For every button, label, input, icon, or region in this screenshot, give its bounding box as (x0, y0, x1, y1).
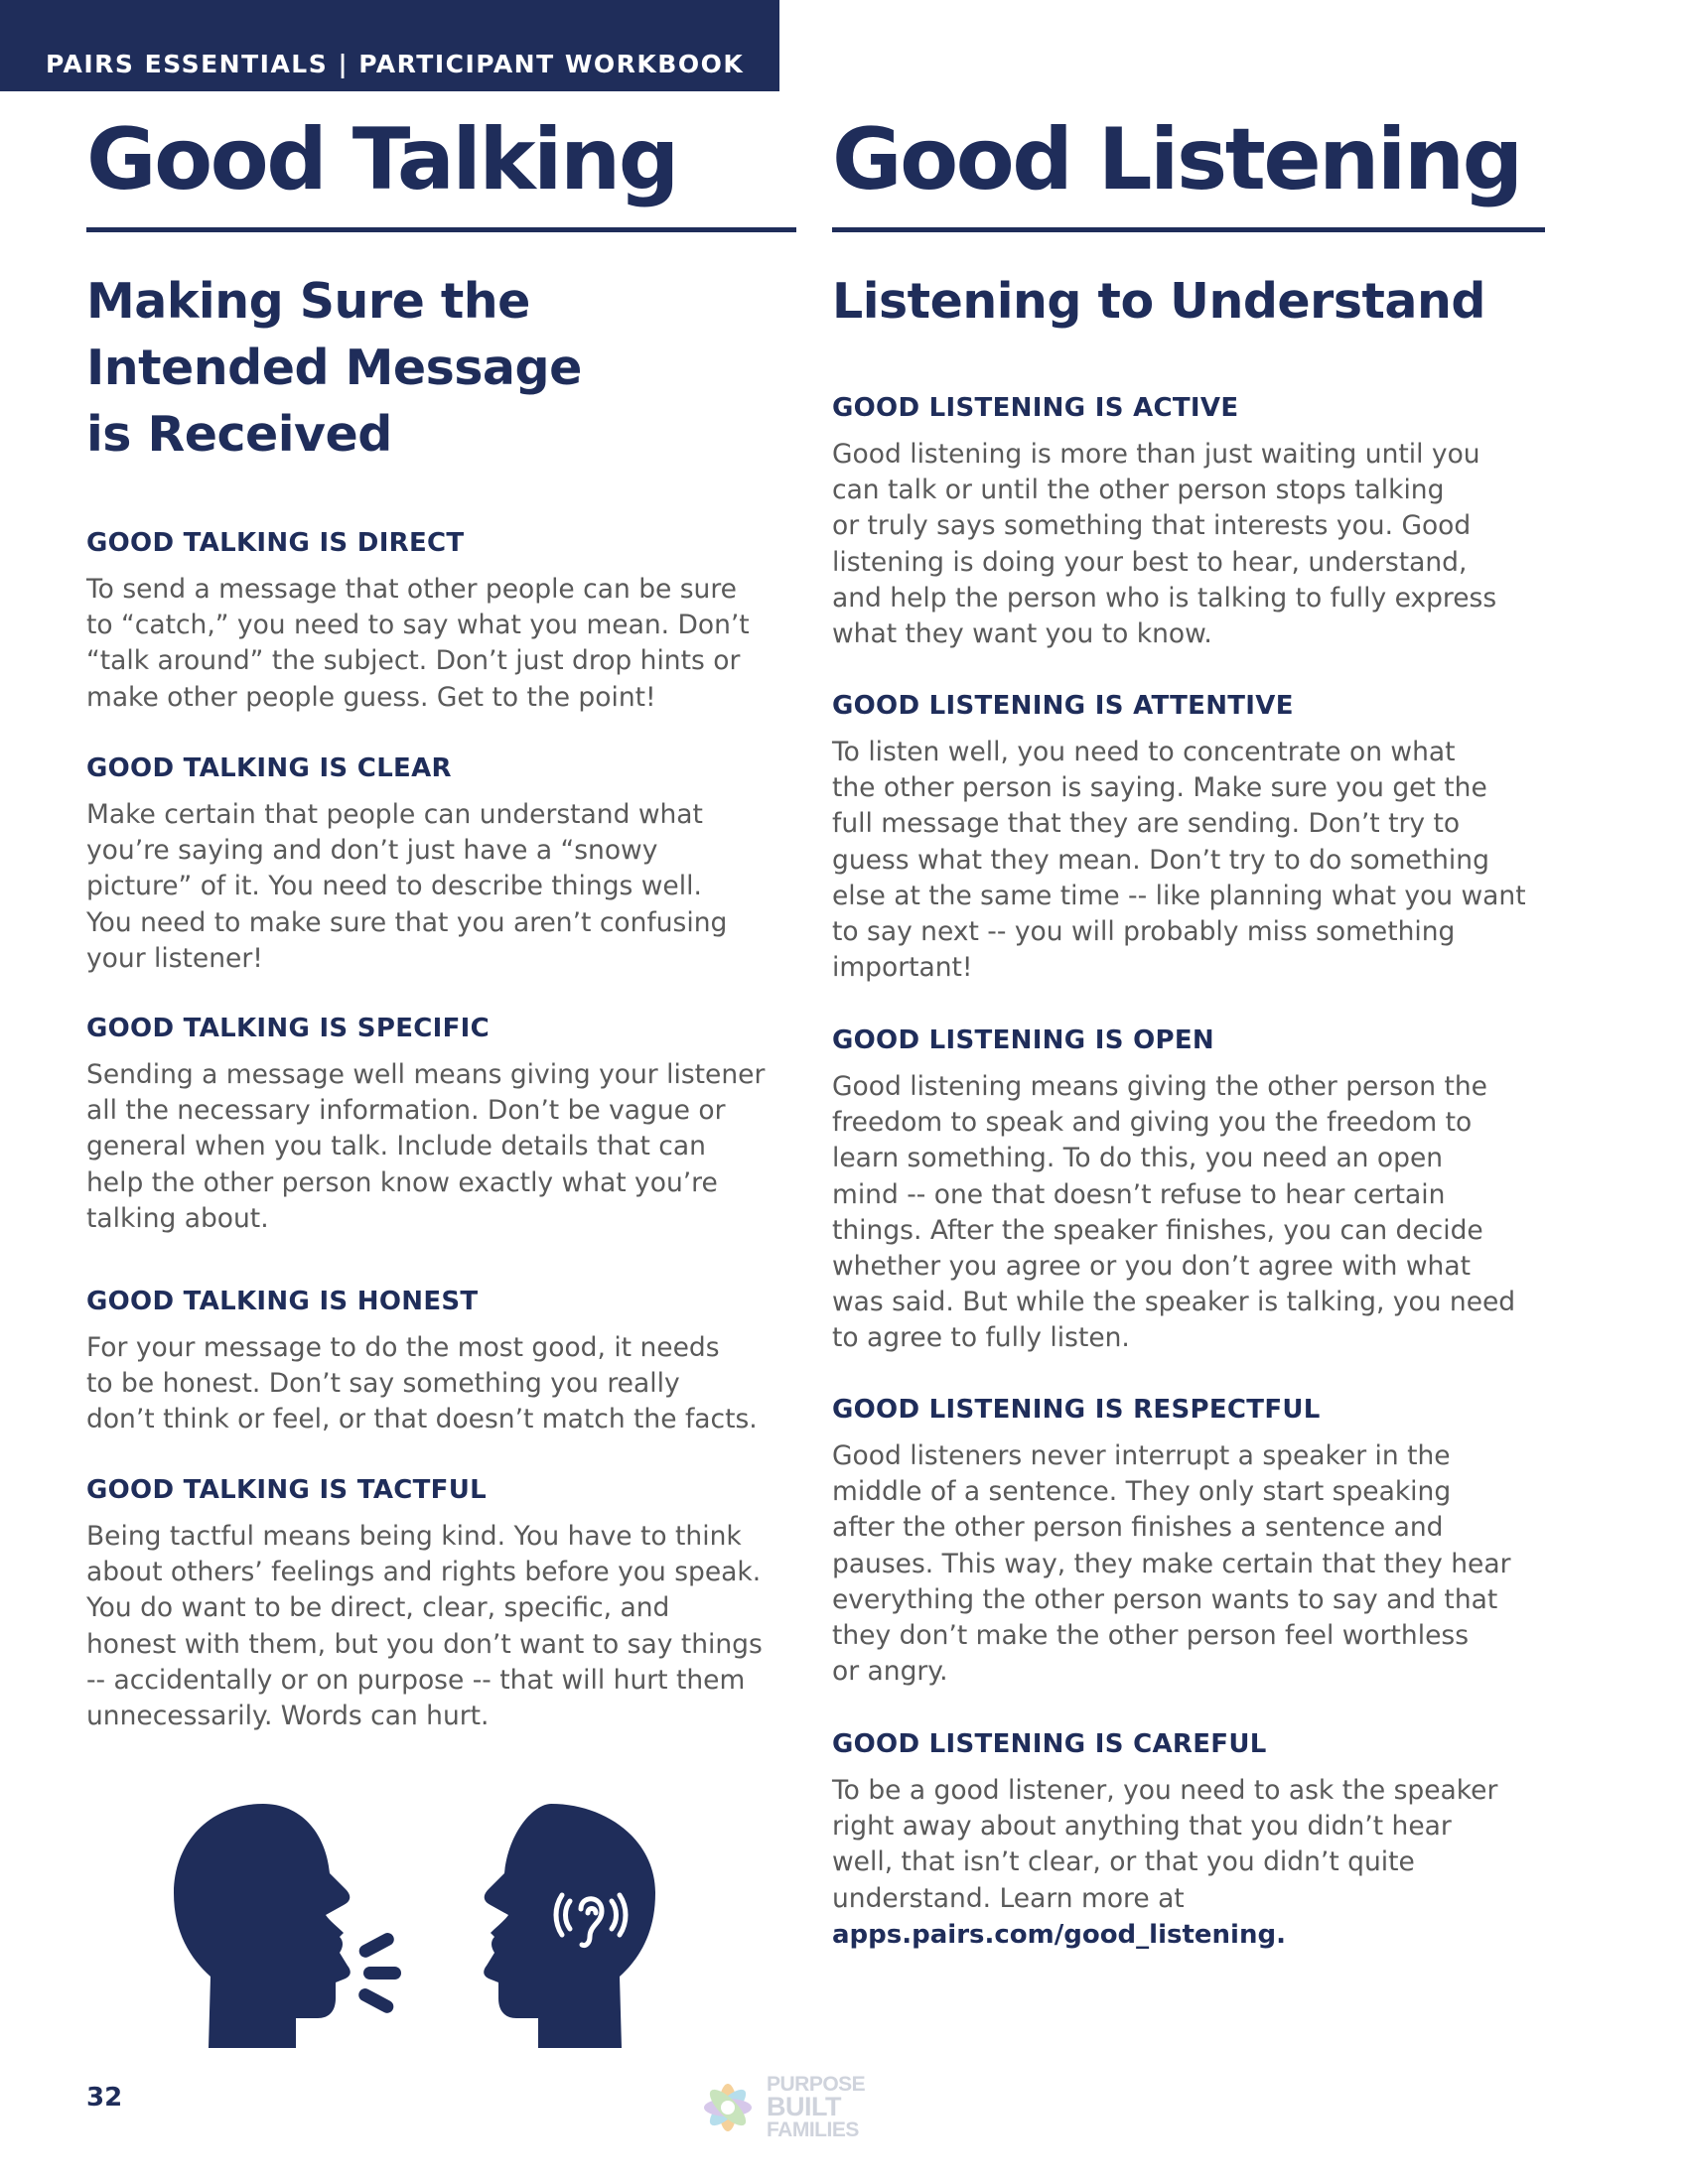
logo-wordmark (767, 2073, 865, 2141)
listening-section-attentive (832, 691, 1557, 986)
section-heading: GOOD LISTENING IS RESPECTFUL (832, 1395, 1321, 1425)
listening-section-careful (832, 1729, 1557, 1953)
talking-section-clear (86, 753, 811, 977)
speaking-head-icon (174, 1804, 401, 2048)
section-heading: GOOD LISTENING IS OPEN (832, 1025, 1214, 1055)
talking-section-tactful (86, 1475, 811, 1734)
good-listening-link[interactable]: apps.pairs.com/good_listening. (832, 1919, 1286, 1950)
section-body: Make certain that people can understand what you’re saying and don’t just have a “snowy picture” of it. You need to describe things well. You need to make sure that you aren’t confusing your listener! (86, 799, 728, 974)
section-heading: GOOD LISTENING IS CAREFUL (832, 1729, 1267, 1759)
talking-section-honest (86, 1287, 811, 1438)
good-talking-subtitle: Making Sure the Intended Message is Received (86, 273, 582, 463)
good-listening-divider (832, 227, 1545, 232)
section-body: Good listening is more than just waiting until you can talk or until the other person stops talking or truly says something that interests you. Good listening is doing your best to hear, understand, and help the person who is talking to fully express what they want you to know. (832, 439, 1497, 650)
section-body: To listen well, you need to concentrate on what the other person is saying. Make sure you get the full message that they are sending. Don’t try to guess what they mean. Don’t try to do something else at the same time -- like planning what you want to say next -- you will probably miss something important! (832, 737, 1526, 984)
section-body: For your message to do the most good, it needs to be honest. Don’t say something you really don’t think or feel, or that doesn’t match the facts. (86, 1332, 758, 1435)
listening-section-open (832, 1025, 1557, 1357)
good-listening-title: Good Listening (832, 110, 1521, 209)
workbook-header (0, 0, 779, 91)
logo-line: BUILT (767, 2092, 841, 2121)
section-body: Good listening means giving the other person the freedom to speak and giving you the freedom to learn something. To do this, you need an open mind -- one that doesn’t refuse to hear certain things. After the speaker finishes, you can decide whether you agree or you don’t agree with what was said. But while the speaker is talking, you need to agree to fully listen. (832, 1071, 1516, 1354)
good-talking-divider (86, 227, 796, 232)
section-heading: GOOD LISTENING IS ACTIVE (832, 393, 1239, 423)
section-body: Good listeners never interrupt a speaker in the middle of a sentence. They only start speaking after the other person finishes a sentence and pauses. This way, they make certain that they hear everything the other person wants to say and that they don’t make the other person feel worthless or angry. (832, 1440, 1511, 1688)
listening-section-respectful (832, 1395, 1557, 1690)
section-body: To be a good listener, you need to ask the speaker right away about anything that you didn’t hear well, that isn’t clear, or that you didn’t quite understand. Learn more at (832, 1775, 1498, 1914)
section-body: Sending a message well means giving your listener all the necessary information. Don’t be vague or general when you talk. Include details that can help the other person know exactly what you’re talking about. (86, 1059, 766, 1234)
talking-listening-illustration (169, 1802, 665, 2050)
section-heading: GOOD TALKING IS TACTFUL (86, 1475, 488, 1505)
good-listening-subtitle: Listening to Understand (832, 273, 1485, 330)
section-heading: GOOD TALKING IS CLEAR (86, 753, 452, 783)
logo-line: FAMILIES (767, 2118, 859, 2141)
section-heading: GOOD TALKING IS DIRECT (86, 528, 465, 558)
section-body: Being tactful means being kind. You have to think about others’ feelings and rights before you speak. You do want to be direct, clear, specific, and honest with them, but you don’t want to say things -- accidentally or on purpose -- that will hurt them unnecessarily. Words can hurt. (86, 1521, 763, 1732)
section-heading: GOOD TALKING IS HONEST (86, 1287, 479, 1316)
section-body: To send a message that other people can be sure to “catch,” you need to say what you mean. Don’t “talk around” the subject. Don’t just drop hints or make other people guess. Get to the point! (86, 574, 750, 713)
workbook-title: PAIRS ESSENTIALS | PARTICIPANT WORKBOOK (46, 50, 745, 78)
flower-logo-icon (691, 2069, 765, 2146)
talking-section-direct (86, 528, 811, 716)
page-number: 32 (86, 2083, 123, 2113)
talking-section-specific (86, 1014, 811, 1237)
purpose-built-families-logo (691, 2069, 890, 2146)
section-heading: GOOD TALKING IS SPECIFIC (86, 1014, 491, 1043)
listening-section-active (832, 393, 1557, 652)
section-heading: GOOD LISTENING IS ATTENTIVE (832, 691, 1294, 721)
logo-line: PURPOSE (767, 2073, 866, 2096)
good-talking-title: Good Talking (86, 110, 677, 209)
